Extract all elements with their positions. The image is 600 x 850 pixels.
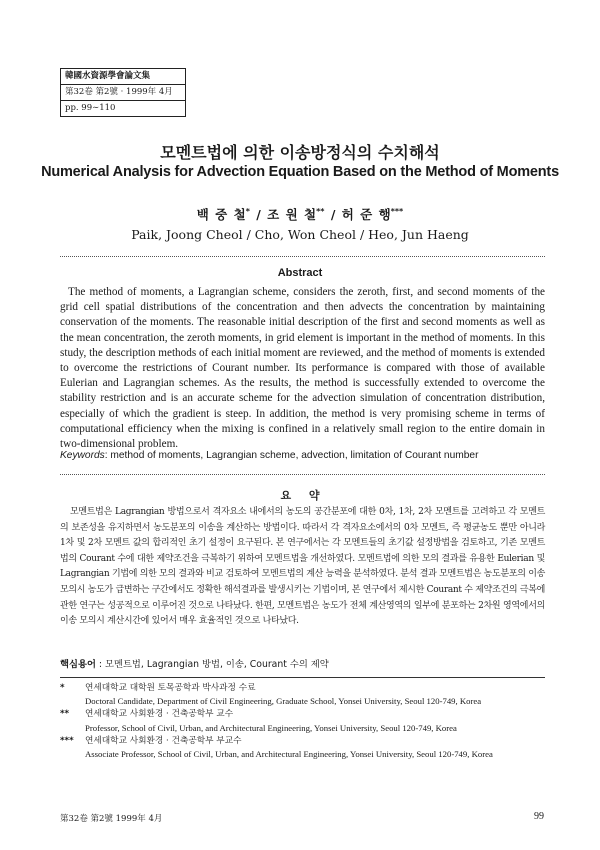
footnote-mark: * [60, 683, 65, 693]
footnote-mark: ** [60, 709, 70, 720]
author-separator: / [249, 207, 268, 222]
footnote-korean: 연세대학교 사회환경 · 건축공학부 부교수 [85, 735, 242, 746]
journal-pages: pp. 99∼110 [65, 103, 116, 113]
author-separator: / [324, 207, 342, 222]
summary-body [60, 505, 545, 630]
author-1-mark: * [245, 206, 250, 216]
authors-english: Paik, Joong Cheol / Cho, Won Cheol / Heo, Jun Haeng [131, 227, 469, 242]
footnote-english: Professor, School of Civil, Urban, and Architectural Engineering, Yonsei University, Seoul 120-749, Korea [85, 722, 457, 733]
summary-keywords-text: : 모멘트법, Lagrangian 방법, 이송, Courant 수의 제약 [95, 659, 329, 670]
author-3-mark: *** [390, 206, 404, 216]
divider-top [60, 256, 545, 257]
keywords-text: : method of moments, Lagrangian scheme, advection, limitation of Courant number [104, 450, 479, 461]
journal-info-box [60, 68, 186, 117]
author-1-name: 백 중 철 [196, 207, 246, 222]
title-english: Numerical Analysis for Advection Equation Based on the Method of Moments [41, 164, 559, 180]
footnote-item [60, 735, 550, 761]
footnote-english: Doctoral Candidate, Department of Civil Engineering, Graduate School, Yonsei University, Seoul 120-749, Korea [85, 696, 482, 707]
footnote-korean: 연세대학교 대학원 토목공학과 박사과정 수료 [85, 683, 256, 693]
summary-keywords-line [60, 656, 545, 670]
summary-text: 모멘트법은 Lagrangian 방법으로서 격자요소 내에서의 농도의 공간분포에 대한 0차, 1차, 2차 모멘트를 고려하고 각 모멘트의 보존성을 유지하면서 농도분포의 이송을 계산하는 방법이다. 따라서 각 격자요소에서의 0차 모멘트, 즉 평균농도 뿐만 아니라 1차 및 2차 모멘트 값의 합리적인 초기 설정이 요구된다. 본 연구에서는 각 모멘트들의 초기값 설정방법을 검토하고, 기존 모멘트법의 Courant 수에 대한 제약조건을 극복하기 위하여 모멘트법을 개선하였다. 모멘트법에 의한 모의 결과를 유용한 Eulerian 및 Lagrangian 기법에 의한 모의 결과와 비교 검토하여 모멘트법의 계산 능력을 분석하였다. 분석 결과 모멘트법은 농도분포의 이송 모의시 농도가 급변하는 구간에서도 정확한 해석결과를 발생시키는 기법이며, 본 연구에서 제시한 Courant 수 제약조건의 극복에 관한 연구는 성공적으로 이루어진 것으로 나타났다. 한편, 모멘트법은 농도가 전체 계산영역의 일부에 분포하는 2차원 영역에서의 이송 모의시 계산시간에 있어서 매우 효율적인 것으로 나타났다. [60, 507, 545, 627]
page-number: 99 [534, 811, 544, 822]
footnote-korean: 연세대학교 사회환경 · 건축공학부 교수 [85, 709, 234, 720]
footnote-item [60, 682, 550, 708]
keywords-label: Keywords [60, 450, 105, 461]
abstract-text: The method of moments, a Lagrangian scheme, considers the zeroth, first, and second moments of the grid cell spatial distributions of the concentration and then advects the concentration by maintaining conservation of the moments. The reasonable initial description of the first and second moments as well as the mean concentration, the zeroth moments, in grid element is important in the method of moments. In this study, the description methods of each initial moment are reviewed, and the method of moments is extended to overcome the restrictions of Courant number. Its performance is compared with those of available Eulerian and Lagrangian schemes. As the results, the method is successfully extended to overcome the stability restriction and is an accurate scheme for the advection simulation of concentration distribution, especially of which the gradient is steep. In addition, the method is very promising scheme in terms of computational efficiency when the mixing is confined in a relatively small region to the entire domain in two-dimensional problem. [60, 286, 545, 451]
author-3-name: 허 준 행 [341, 207, 391, 222]
journal-volume: 第32卷 第2號 · 1999年 4月 [61, 85, 185, 101]
abstract-body [60, 285, 545, 452]
footnote-english: Associate Professor, School of Civil, Urban, and Architectural Engineering, Yonsei University, Seoul 120-749, Korea [85, 749, 493, 760]
title-korean: 모멘트법에 의한 이송방정식의 수치해석 [160, 143, 440, 162]
footnote-item [60, 708, 550, 734]
author-2-name: 조 원 철 [267, 207, 317, 222]
footer-issue: 第32卷 第2號 1999年 4月 [60, 814, 163, 824]
summary-keywords-label: 핵심용어 [60, 659, 96, 670]
abstract-heading: Abstract [277, 267, 323, 279]
divider-middle [60, 474, 545, 475]
summary-heading: 요 약 [280, 489, 320, 502]
author-2-mark: ** [316, 206, 325, 216]
journal-name: 韓國水資源學會論文集 [61, 69, 185, 85]
footnotes [60, 682, 550, 761]
keywords-line [60, 450, 545, 461]
footnote-mark: *** [60, 735, 74, 746]
authors-korean [0, 205, 600, 223]
footnote-rule [60, 677, 545, 678]
